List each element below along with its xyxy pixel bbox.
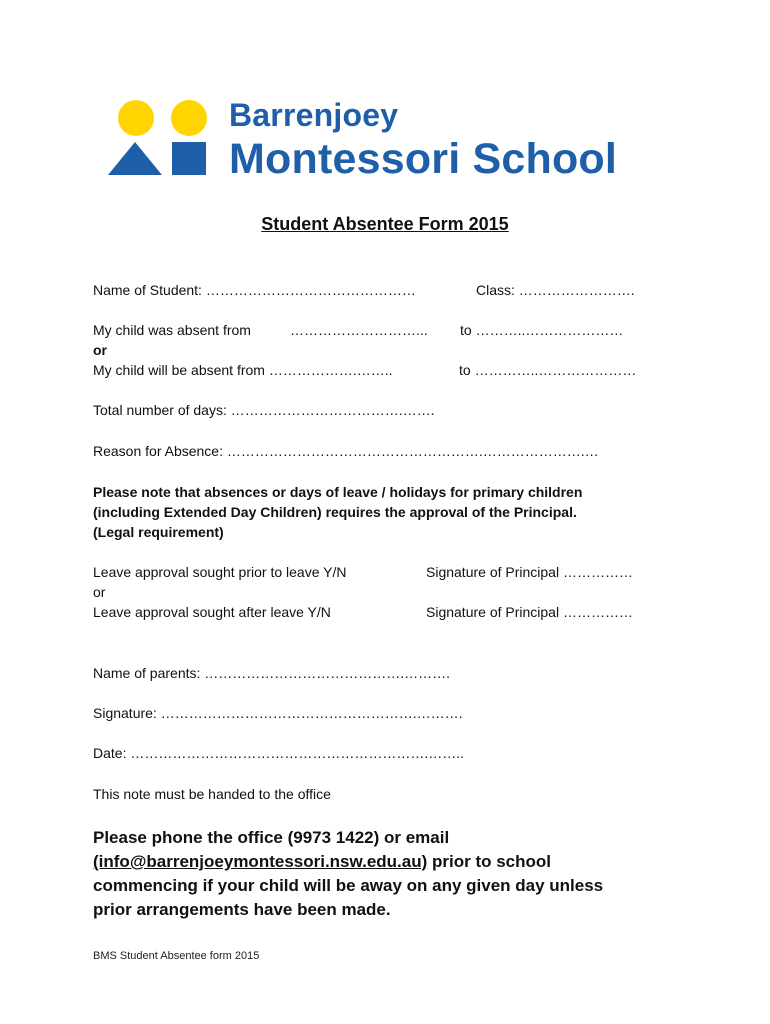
- note-line3: (Legal requirement): [93, 524, 224, 540]
- or-label: or: [93, 342, 107, 358]
- phone-line3: commencing if your child will be away on any given day unless: [93, 876, 604, 895]
- absent-to-field[interactable]: to ………..…………………: [460, 322, 624, 338]
- footer-text: BMS Student Absentee form 2015: [93, 950, 260, 962]
- absent-from-field[interactable]: ………………………...: [290, 322, 428, 338]
- phone-line2: [93, 850, 693, 874]
- yellow-dot-right: [171, 100, 207, 136]
- note-line1: Please note that absences or days of leave / holidays for primary children: [93, 484, 583, 500]
- absent-from-label: My child was absent from: [93, 322, 251, 338]
- email-link[interactable]: (info@barrenjoeymontessori.nsw.edu.au): [93, 852, 428, 871]
- parent-signature-field[interactable]: Signature: ……………………………………………….……….: [93, 705, 463, 721]
- total-days-field[interactable]: Total number of days: ……………………………….…….: [93, 402, 435, 418]
- class-field[interactable]: Class: …………………….: [476, 282, 635, 298]
- will-be-absent-field[interactable]: My child will be absent from ……………….……..: [93, 362, 393, 378]
- phone-notice: [93, 826, 693, 922]
- blue-square: [172, 142, 206, 175]
- principal-signature-2[interactable]: Signature of Principal ……………: [426, 604, 633, 620]
- reason-field[interactable]: Reason for Absence: ……………………………………………….………………….…: [93, 443, 599, 459]
- blue-triangle: [108, 142, 162, 175]
- or-label-2: or: [93, 584, 106, 600]
- form-title: Student Absentee Form 2015: [261, 214, 509, 234]
- yellow-dot-left: [118, 100, 154, 136]
- brand-line1: Barrenjoey: [229, 97, 399, 133]
- leave-prior-field[interactable]: Leave approval sought prior to leave Y/N: [93, 564, 347, 580]
- leave-after-field[interactable]: Leave approval sought after leave Y/N: [93, 604, 331, 620]
- principal-approval-note: [93, 482, 673, 542]
- will-be-absent-to-field[interactable]: to …………..…………………: [459, 362, 637, 378]
- brand-line2: Montessori School: [229, 135, 618, 183]
- phone-line2-rest: prior to school: [427, 852, 552, 871]
- phone-line4: prior arrangements have been made.: [93, 900, 391, 919]
- principal-signature-1[interactable]: Signature of Principal ……………: [426, 564, 633, 580]
- parent-name-field[interactable]: Name of parents: …………………………………….……….: [93, 665, 451, 681]
- note-line2: (including Extended Day Children) requires the approval of the Principal.: [93, 504, 577, 520]
- phone-line1: Please phone the office (9973 1422) or email: [93, 828, 450, 847]
- student-name-field[interactable]: Name of Student: ………………………………………: [93, 282, 416, 298]
- handed-to-office-note: This note must be handed to the office: [93, 786, 331, 802]
- school-logo-icon: [106, 98, 218, 178]
- date-field[interactable]: Date: ……………………………………………………….……..: [93, 745, 465, 761]
